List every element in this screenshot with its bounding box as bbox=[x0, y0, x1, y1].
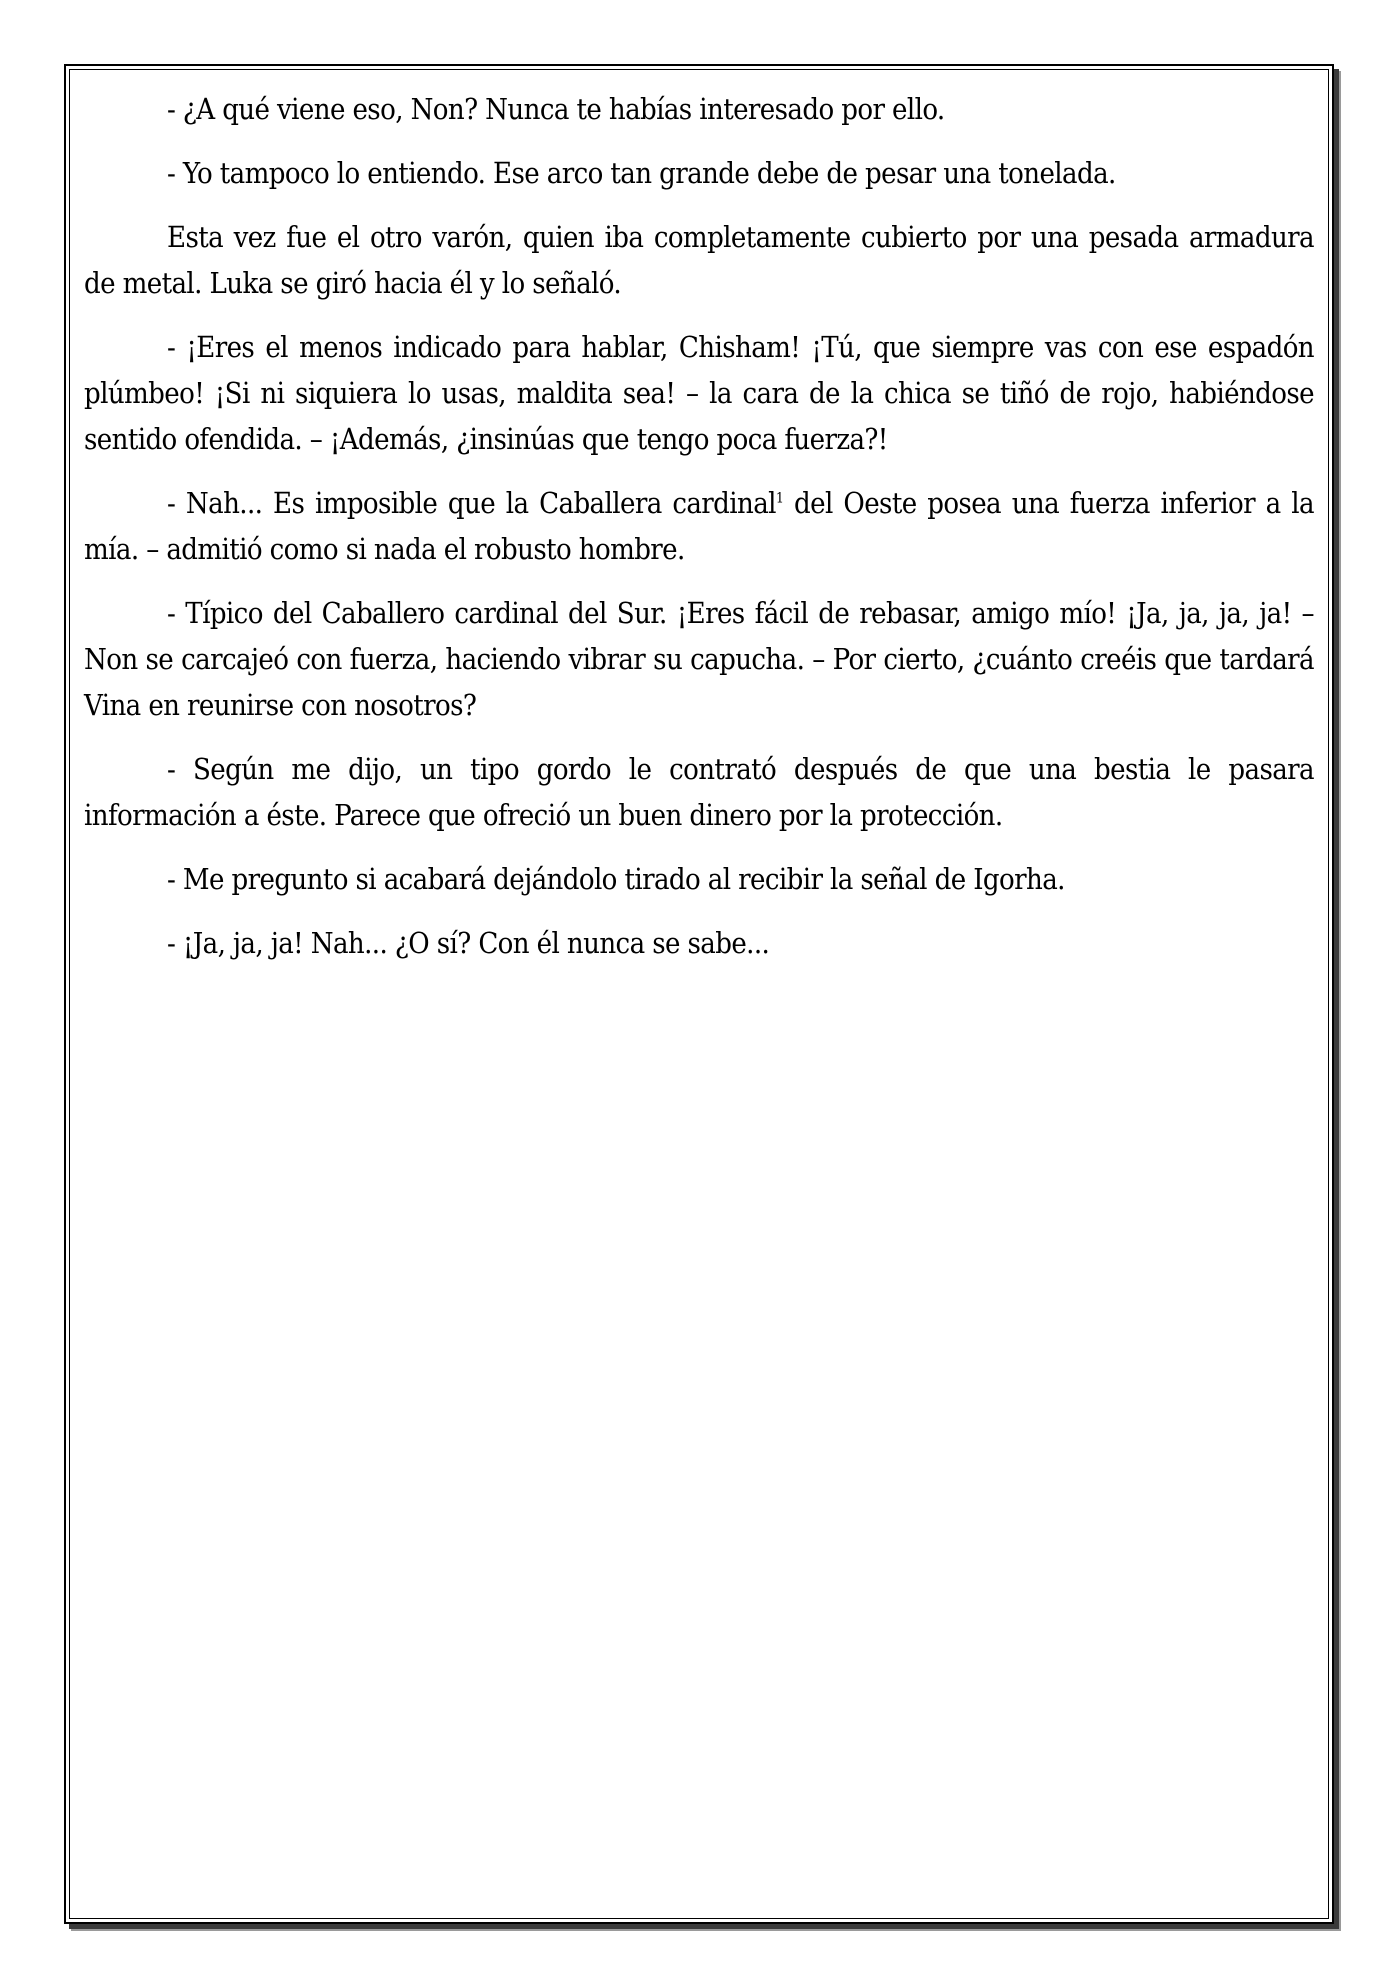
paragraph-3: Esta vez fue el otro varón, quien iba completamente cubierto por una pesada armadura de metal. Luka se giró hacia él y lo señaló. bbox=[84, 220, 1314, 300]
body-text bbox=[84, 86, 1314, 984]
paragraph-5 bbox=[84, 480, 1314, 572]
paragraph-9: - ¡Ja, ja, ja! Nah... ¿O sí? Con él nunca se sabe... bbox=[167, 926, 770, 960]
paragraph-5-text-after: del Oeste posea una fuerza inferior a la mía. – admitió como si nada el robusto hombre. bbox=[84, 486, 1314, 566]
paragraph-7: - Según me dijo, un tipo gordo le contrató después de que una bestia le pasara información a éste. Parece que ofreció un buen dinero por la protección. bbox=[84, 752, 1314, 832]
paragraph-6: - Típico del Caballero cardinal del Sur. ¡Eres fácil de rebasar, amigo mío! ¡Ja, ja, ja, ja! – Non se carcajeó con fuerza, haciendo vibrar su capucha. – Por cierto, ¿cuánto creéis que tardará Vina en reunirse con nosotros? bbox=[84, 596, 1314, 722]
page-frame bbox=[64, 64, 1334, 1924]
paragraph-8: - Me pregunto si acabará dejándolo tirado al recibir la señal de Igorha. bbox=[167, 862, 1065, 896]
paragraph-4: - ¡Eres el menos indicado para hablar, Chisham! ¡Tú, que siempre vas con ese espadón plúmbeo! ¡Si ni siquiera lo usas, maldita sea! – la cara de la chica se tiñó de rojo, habiéndose sentido ofendida. – ¡Además, ¿insinúas que tengo poca fuerza?! bbox=[84, 330, 1314, 456]
paragraph-1: - ¿A qué viene eso, Non? Nunca te habías interesado por ello. bbox=[167, 92, 945, 126]
paragraph-2: - Yo tampoco lo entiendo. Ese arco tan grande debe de pesar una tonelada. bbox=[167, 156, 1116, 190]
paragraph-5-text-before: - Nah... Es imposible que la Caballera cardinal bbox=[167, 486, 776, 520]
footnote-mark: 1 bbox=[775, 490, 784, 507]
